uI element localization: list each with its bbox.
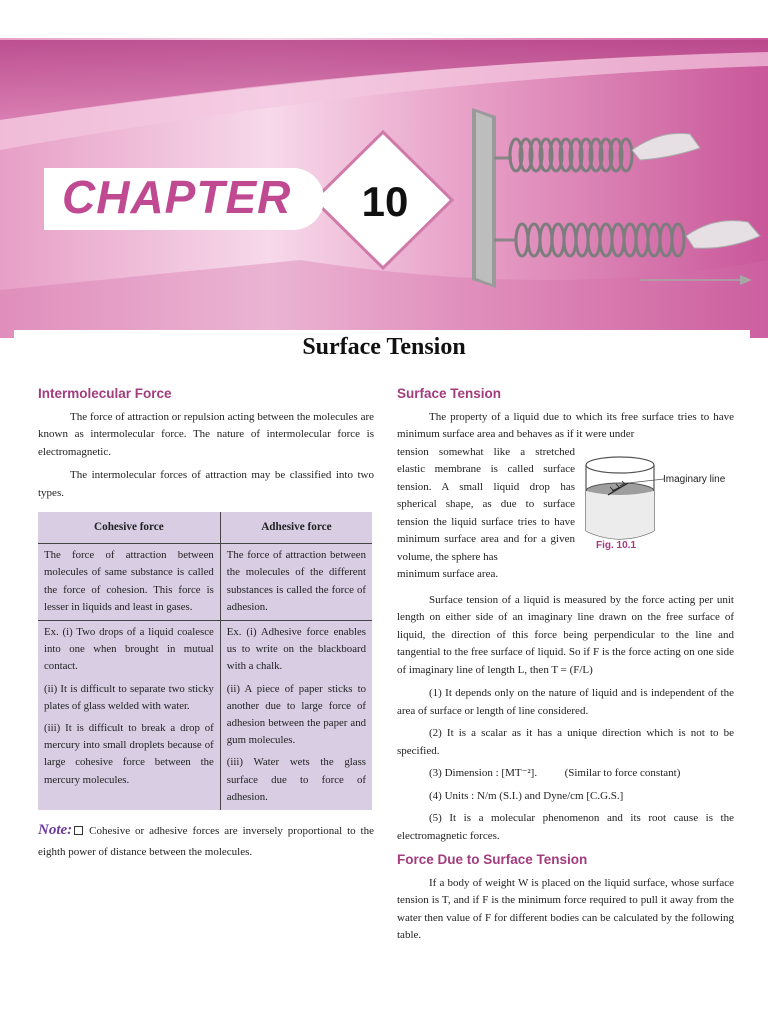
figure-label: Imaginary line <box>663 474 726 485</box>
table-cell: The force of attraction between the molecules of the different substances is called the force of adhesion. <box>220 544 372 621</box>
table-cell <box>38 621 220 811</box>
list-item: (1) It depends only on the nature of liquid and is independent of the area of surface or length of line considered. <box>397 687 734 717</box>
chapter-word: CHAPTER <box>62 171 292 223</box>
table-cell: The force of attraction between molecules of same substance is called the force of cohesion. This force is lesser in liquids and least in gases. <box>38 544 220 621</box>
checkbox-icon <box>74 826 83 835</box>
chapter-number: 10 <box>361 178 409 225</box>
list-item: (4) Units : N/m (S.I.) and Dyne/cm [C.G.S.] <box>429 789 624 802</box>
table-header-adhesive: Adhesive force <box>220 512 372 544</box>
table-cell <box>220 621 372 811</box>
paragraph: The force of attraction or repulsion acting between the molecules are known as intermolecular force. The nature of intermolecular force is electromagnetic. <box>38 410 374 458</box>
paragraph: The property of a liquid due to which its free surface tries to have minimum surface area and behaves as if it were under <box>397 410 734 440</box>
list-item: (3) Dimension : [MT⁻²]. (Similar to force constant) <box>429 767 681 779</box>
table-header-row <box>38 512 372 544</box>
note-text: Cohesive or adhesive forces are inversely proportional to the eighth power of distance between the molecules. <box>38 825 374 859</box>
example-text: (iii) It is difficult to break a drop of mercury into small droplets because of large cohesive force between the mercury molecules. <box>44 722 214 786</box>
page-title: Surface Tension <box>302 334 466 360</box>
section-heading-surface-tension: Surface Tension <box>397 386 502 401</box>
paragraph: Surface tension of a liquid is measured by the force acting per unit length on either side of an imaginary line drawn on the free surface of liquid, the direction of this force being perpendicular to the line and tangential to the free surface of liquid. So if F is the force acting on one side of imaginary line of length L, then T = (F/L) <box>397 593 734 676</box>
chapter-banner <box>0 0 768 372</box>
list-item: (2) It is a scalar as it has a unique direction which is not to be specified. <box>397 727 734 757</box>
list-item: (5) It is a molecular phenomenon and its root cause is the electromagnetic forces. <box>397 812 734 842</box>
note <box>38 820 374 863</box>
section-heading-intermolecular-force: Intermolecular Force <box>38 386 172 401</box>
paragraph: tension somewhat like a stretched elastic membrane is called surface tension. A small liquid drop has spherical shape, as due to surface tension the liquid surface tries to have minimum surface area and for a given volume, the sphere has <box>397 445 575 563</box>
force-comparison-table <box>38 512 372 810</box>
paragraph: The intermolecular forces of attraction may be classified into two types. <box>38 469 374 499</box>
table-row <box>38 544 372 621</box>
section-heading-force-due: Force Due to Surface Tension <box>397 852 588 867</box>
paragraph: minimum surface area. <box>397 568 499 580</box>
example-text: Ex. (i) Two drops of a liquid coalesce into one when brought in mutual contact. <box>44 626 214 673</box>
note-label: Note: <box>38 822 73 839</box>
example-text: (ii) A piece of paper sticks to another due to large force of adhesion between the paper and gum molecules. <box>226 682 366 747</box>
left-column <box>38 385 374 863</box>
example-text: (iii) Water wets the glass surface due to force of adhesion. <box>226 756 366 803</box>
figure-caption: Fig. 10.1 <box>596 540 637 551</box>
table-header-cohesive: Cohesive force <box>38 512 220 544</box>
paragraph: If a body of weight W is placed on the liquid surface, whose surface tension is T, and if F is the minimum force required to pull it away from the water then value of F for different bodies can be calculated by the following table. <box>397 876 734 941</box>
table-row <box>38 621 372 811</box>
example-text: Ex. (i) Adhesive force enables us to write on the blackboard with a chalk. <box>226 626 366 673</box>
example-text: (ii) It is difficult to separate two sticky plates of glass welded with water. <box>44 682 214 712</box>
